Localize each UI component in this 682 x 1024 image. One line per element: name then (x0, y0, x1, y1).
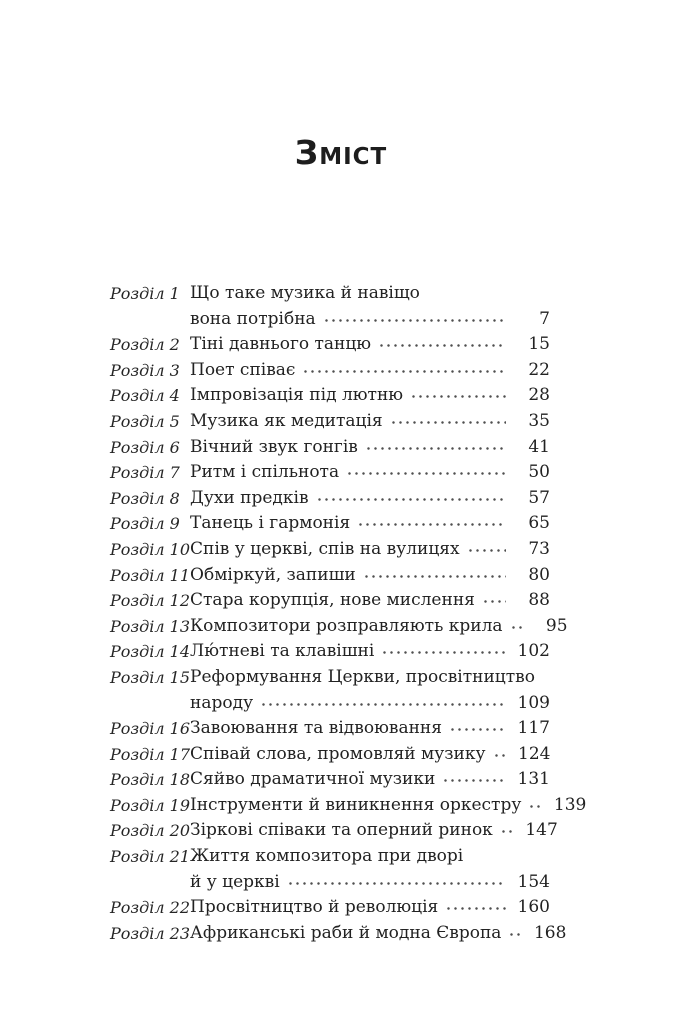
chapter-title-text: Ритм і спільнота (190, 462, 340, 483)
toc-line (190, 358, 550, 384)
chapter-body (190, 614, 568, 640)
chapter-label: Розділ 8 (110, 488, 180, 508)
page-number: 154 (517, 871, 550, 892)
chapter-body (190, 563, 550, 589)
page-number: 168 (533, 922, 567, 943)
dot-leader (367, 447, 506, 450)
page-number: 7 (539, 308, 550, 329)
toc-entry (110, 486, 550, 512)
dot-leader (304, 370, 506, 373)
chapter-body (190, 588, 550, 614)
chapter-title-text: Музика як медитація (190, 410, 383, 431)
chapter-label: Розділ 7 (110, 463, 180, 483)
toc-line (190, 691, 550, 717)
toc-line (190, 921, 567, 947)
chapter-label: Розділ 9 (110, 514, 180, 534)
page-number: 124 (518, 743, 551, 764)
toc-line (190, 511, 550, 537)
chapter-label: Розділ 12 (110, 591, 191, 611)
dot-leader (318, 498, 506, 501)
dot-leader (365, 575, 506, 578)
chapter-label: Розділ 5 (110, 411, 180, 431)
page-number: 147 (525, 820, 558, 841)
page-number: 73 (528, 538, 550, 559)
page-number: 65 (528, 513, 550, 534)
toc-entry (110, 921, 567, 947)
toc-entry (110, 281, 550, 332)
page-number: 57 (528, 487, 550, 508)
chapter-body (190, 383, 550, 409)
toc-entry (110, 844, 550, 895)
chapter-title-text: Тіні давнього танцю (190, 334, 372, 355)
chapter-label: Розділ 19 (110, 795, 191, 815)
chapter-body (190, 844, 550, 895)
page-number: 109 (517, 692, 550, 713)
toc-line (190, 563, 550, 589)
dot-leader (510, 933, 522, 936)
chapter-body (190, 358, 550, 384)
toc-line (190, 742, 550, 768)
toc-entry (110, 665, 550, 716)
chapter-label: Розділ 16 (110, 719, 191, 739)
toc-entry (110, 563, 550, 589)
chapter-label: Розділ 11 (110, 565, 191, 585)
chapter-body (190, 921, 567, 947)
toc-entry (110, 332, 550, 358)
toc-entry (110, 818, 558, 844)
toc-line (190, 716, 550, 742)
dot-leader (512, 626, 524, 629)
chapter-title-text: народу (190, 692, 254, 713)
chapter-title-text: Спів у церкві, спів на вулицях (190, 538, 460, 559)
toc-entry (110, 537, 550, 563)
chapter-body (190, 793, 587, 819)
chapter-label: Розділ 3 (110, 360, 180, 380)
chapter-body (190, 818, 558, 844)
dot-leader (412, 395, 506, 398)
toc-entry (110, 511, 550, 537)
page-number: 160 (517, 897, 550, 918)
chapter-title-text: Обміркуй, запиши (190, 564, 356, 585)
page-number: 80 (528, 564, 550, 585)
dot-leader (289, 882, 506, 885)
toc-line (190, 639, 550, 665)
page-title: Зміст (294, 133, 388, 172)
chapter-title-text: Що таке музика й навіщо (190, 283, 420, 303)
toc-line (190, 281, 550, 307)
dot-leader (469, 549, 506, 552)
dot-leader (325, 319, 506, 322)
toc-line (190, 537, 550, 563)
chapter-body (190, 511, 550, 537)
chapter-label: Розділ 13 (110, 616, 191, 636)
dot-leader (484, 600, 506, 603)
chapter-title-text: Поет співає (190, 359, 296, 380)
chapter-title-text: вона потрібна (190, 308, 316, 329)
toc-line (190, 307, 550, 333)
dot-leader (502, 830, 514, 833)
dot-leader (380, 344, 506, 347)
chapter-title-text: Просвітництво й революція (190, 897, 439, 918)
toc-entry (110, 742, 550, 768)
chapter-body (190, 742, 550, 768)
chapter-label: Розділ 14 (110, 642, 191, 662)
chapter-label: Розділ 17 (110, 744, 191, 764)
toc-entry (110, 435, 550, 461)
chapter-label: Розділ 23 (110, 923, 191, 943)
chapter-body (190, 435, 550, 461)
chapter-body (190, 281, 550, 332)
chapter-label: Розділ 20 (110, 821, 191, 841)
chapter-title-text: Композитори розправляють крила (190, 615, 503, 636)
chapter-title-text: Вічний звук гонгів (190, 436, 358, 457)
toc-entry (110, 639, 550, 665)
toc-line (190, 767, 550, 793)
dot-leader (495, 754, 507, 757)
chapter-title-text: Стара корупція, нове мислення (190, 590, 475, 611)
dot-leader (359, 523, 506, 526)
page-number: 95 (545, 615, 568, 636)
chapter-body (190, 639, 550, 665)
page-number: 88 (528, 590, 550, 611)
toc-entry (110, 767, 550, 793)
chapter-body (190, 895, 550, 921)
chapter-title-text: Реформування Церкви, просвітництво (190, 666, 535, 687)
chapter-body (190, 460, 550, 486)
page-number: 41 (528, 436, 550, 457)
toc-line (190, 409, 550, 435)
chapter-body (190, 332, 550, 358)
chapter-title-text: Співай слова, промовляй музику (190, 743, 486, 764)
page-number: 139 (553, 794, 587, 815)
chapter-title-text: Танець і гармонія (190, 513, 351, 534)
chapter-title-text: Африканські раби й модна Європа (190, 922, 502, 943)
page-number: 102 (517, 641, 550, 662)
chapter-title-text: Духи предків (190, 487, 309, 508)
chapter-label: Розділ 21 (110, 847, 191, 867)
chapter-label: Розділ 1 (110, 284, 180, 303)
toc-line (190, 332, 550, 358)
chapter-label: Розділ 10 (110, 539, 191, 559)
chapter-label: Розділ 6 (110, 437, 180, 457)
dot-leader (392, 421, 506, 424)
toc-entry (110, 588, 550, 614)
toc-line (190, 435, 550, 461)
chapter-body (190, 665, 550, 716)
chapter-title-text: й у церкві (190, 871, 280, 892)
chapter-title-text: Лю́тневі та клавішні (190, 641, 375, 662)
page-number: 22 (528, 359, 550, 380)
chapter-title-text: Завоювання та відвоювання (190, 718, 442, 739)
toc-entry (110, 383, 550, 409)
toc-line (190, 460, 550, 486)
toc-entry (110, 895, 550, 921)
chapter-body (190, 537, 550, 563)
dot-leader (451, 728, 506, 731)
chapter-body (190, 486, 550, 512)
toc-line (190, 486, 550, 512)
toc-line (190, 383, 550, 409)
page-number: 50 (528, 462, 550, 483)
page-number: 117 (517, 718, 550, 739)
toc-line (190, 588, 550, 614)
chapter-body (190, 716, 550, 742)
toc-entry (110, 614, 568, 640)
page-number: 28 (528, 385, 550, 406)
chapter-label: Розділ 2 (110, 335, 180, 355)
chapter-body (190, 767, 550, 793)
chapter-label: Розділ 18 (110, 770, 191, 790)
chapter-body (190, 409, 550, 435)
toc-entry (110, 409, 550, 435)
dot-leader (444, 779, 506, 782)
toc-line (190, 793, 587, 819)
dot-leader (530, 805, 542, 808)
page-number: 35 (528, 410, 550, 431)
page-number: 15 (528, 334, 550, 355)
toc-line (190, 818, 558, 844)
toc-entry (110, 793, 587, 819)
toc-line (190, 844, 550, 870)
toc-entry (110, 716, 550, 742)
toc-entry (110, 460, 550, 486)
toc (110, 281, 587, 946)
chapter-label: Розділ 4 (110, 386, 180, 406)
toc-entry (110, 358, 550, 384)
toc-line (190, 614, 568, 640)
chapter-title-text: Сяйво драматичної музики (190, 769, 436, 790)
toc-line (190, 665, 550, 691)
page-number: 131 (517, 769, 550, 790)
chapter-title-text: Зіркові співаки та оперний ринок (190, 820, 493, 841)
chapter-label: Розділ 15 (110, 667, 191, 687)
chapter-label: Розділ 22 (110, 898, 191, 918)
dot-leader (262, 703, 506, 706)
dot-leader (447, 907, 506, 910)
toc-line (190, 895, 550, 921)
chapter-title-text: Імпровізація під лютню (190, 385, 404, 406)
toc-line (190, 870, 550, 896)
chapter-title-text: Життя композитора при дворі (190, 846, 464, 867)
chapter-title-text: Інструменти й виникнення оркестру (190, 794, 522, 815)
dot-leader (383, 651, 506, 654)
dot-leader (348, 472, 506, 475)
